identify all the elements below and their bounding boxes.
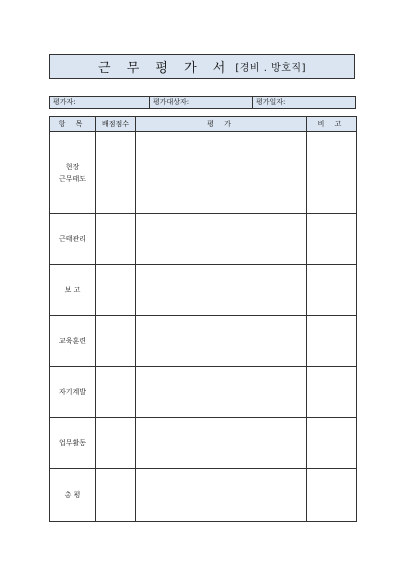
evaluation-table bbox=[49, 116, 357, 522]
table-row bbox=[50, 316, 357, 367]
row-label-line: 업무활동 bbox=[58, 439, 87, 447]
remarks-cell[interactable] bbox=[307, 214, 357, 265]
remarks-cell[interactable] bbox=[307, 367, 357, 418]
evaluation-cell[interactable] bbox=[136, 316, 307, 367]
table-row bbox=[50, 214, 357, 265]
score-cell[interactable] bbox=[96, 265, 136, 316]
remarks-cell[interactable] bbox=[307, 418, 357, 469]
column-header-remarks: 비 고 bbox=[307, 117, 357, 132]
row-label bbox=[50, 367, 96, 418]
row-label bbox=[50, 214, 96, 265]
evaluation-cell[interactable] bbox=[136, 367, 307, 418]
score-cell[interactable] bbox=[96, 367, 136, 418]
document-title-box bbox=[49, 54, 355, 79]
evaluator-label: 평가자: bbox=[53, 98, 76, 106]
table-row bbox=[50, 132, 357, 214]
remarks-cell[interactable] bbox=[307, 265, 357, 316]
table-row bbox=[50, 469, 357, 522]
column-header-item: 항 목 bbox=[50, 117, 96, 132]
row-label-line: 교육훈련 bbox=[58, 337, 87, 345]
table-row bbox=[50, 418, 357, 469]
evaluation-cell[interactable] bbox=[136, 214, 307, 265]
document-title: 근 무 평 가 서 bbox=[98, 61, 232, 76]
remarks-cell[interactable] bbox=[307, 316, 357, 367]
row-label bbox=[50, 316, 96, 367]
score-cell[interactable] bbox=[96, 132, 136, 214]
row-label-line: 현장 bbox=[65, 162, 80, 171]
evaluation-cell[interactable] bbox=[136, 265, 307, 316]
row-label bbox=[50, 132, 96, 214]
row-label-line: 근태관리 bbox=[58, 235, 87, 243]
score-cell[interactable] bbox=[96, 418, 136, 469]
row-label-line: 총 평 bbox=[64, 491, 81, 499]
row-label bbox=[50, 418, 96, 469]
evaluation-cell[interactable] bbox=[136, 132, 307, 214]
evaluation-cell[interactable] bbox=[136, 418, 307, 469]
document-subtitle: [경비 . 방호직] bbox=[235, 63, 306, 74]
row-label bbox=[50, 265, 96, 316]
evaluation-date-field[interactable] bbox=[253, 97, 355, 108]
evaluatee-label: 평가대상자: bbox=[153, 98, 190, 106]
table-header-row bbox=[50, 117, 357, 132]
evaluation-cell[interactable] bbox=[136, 469, 307, 522]
column-header-score: 배점점수 bbox=[96, 117, 136, 132]
evaluation-date-label: 평가일자: bbox=[256, 98, 286, 106]
evaluator-field[interactable] bbox=[50, 97, 150, 108]
score-cell[interactable] bbox=[96, 214, 136, 265]
score-cell[interactable] bbox=[96, 316, 136, 367]
row-label-line: 자기계발 bbox=[58, 388, 87, 396]
remarks-cell[interactable] bbox=[307, 469, 357, 522]
remarks-cell[interactable] bbox=[307, 132, 357, 214]
row-label-line: 보 고 bbox=[64, 286, 81, 294]
row-label bbox=[50, 469, 96, 522]
evaluation-info-row bbox=[49, 96, 356, 109]
score-cell[interactable] bbox=[96, 469, 136, 522]
column-header-evaluation: 평 가 bbox=[136, 117, 307, 132]
row-label-line: 근무태도 bbox=[58, 174, 87, 183]
table-row bbox=[50, 265, 357, 316]
table-row bbox=[50, 367, 357, 418]
evaluatee-field[interactable] bbox=[150, 97, 253, 108]
